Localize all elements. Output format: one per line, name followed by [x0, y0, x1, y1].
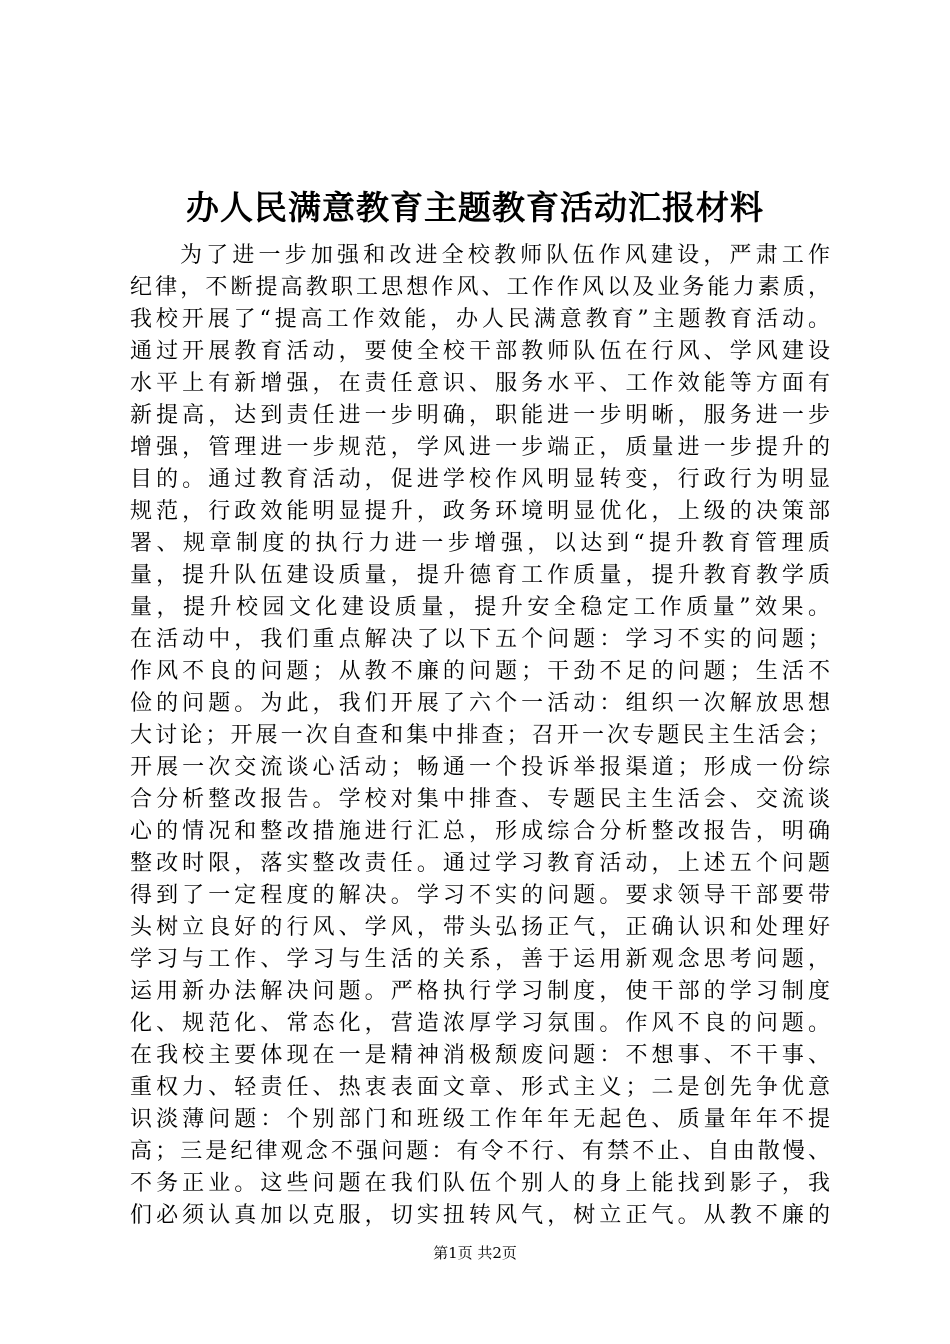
document-title: 办人民满意教育主题教育活动汇报材料: [186, 188, 764, 227]
body-line: 量，提升校园文化建设质量，提升安全稳定工作质量”效果。: [130, 595, 830, 620]
body-line: 们必须认真加以克服，切实扭转风气，树立正气。从教不廉的: [130, 1203, 830, 1228]
page-number: 第1页 共2页: [433, 1244, 517, 1262]
body-line: 在活动中，我们重点解决了以下五个问题：学习不实的问题；: [130, 627, 830, 652]
page-footer: [0, 1243, 950, 1263]
body-line: 量，提升队伍建设质量，提升德育工作质量，提升教育教学质: [130, 563, 830, 588]
body-line: 俭的问题。为此，我们开展了六个一活动：组织一次解放思想: [130, 691, 830, 716]
body-line: 我校开展了“提高工作效能，办人民满意教育”主题教育活动。: [130, 307, 830, 332]
body-line: 不务正业。这些问题在我们队伍个别人的身上能找到影子，我: [130, 1171, 830, 1196]
body-line: 识淡薄问题：个别部门和班级工作年年无起色、质量年年不提: [130, 1107, 830, 1132]
body-line: 合分析整改报告。学校对集中排查、专题民主生活会、交流谈: [130, 787, 830, 812]
body-line: 大讨论；开展一次自查和集中排查；召开一次专题民主生活会；: [130, 723, 830, 748]
body-line: 整改时限，落实整改责任。通过学习教育活动，上述五个问题: [130, 851, 830, 876]
body-line: 规范，行政效能明显提升，政务环境明显优化，上级的决策部: [130, 499, 830, 524]
body-line: 纪律，不断提高教职工思想作风、工作作风以及业务能力素质，: [130, 275, 830, 300]
body-line: 通过开展教育活动，要使全校干部教师队伍在行风、学风建设: [130, 339, 830, 364]
body-line: 高；三是纪律观念不强问题：有令不行、有禁不止、自由散慢、: [130, 1139, 830, 1164]
body-line: 作风不良的问题；从教不廉的问题；干劲不足的问题；生活不: [130, 659, 830, 684]
body-line: 心的情况和整改措施进行汇总，形成综合分析整改报告，明确: [130, 819, 830, 844]
body-line: 重权力、轻责任、热衷表面文章、形式主义；二是创先争优意: [130, 1075, 830, 1100]
body-line: 学习与工作、学习与生活的关系，善于运用新观念思考问题，: [130, 947, 830, 972]
body-line: 化、规范化、常态化，营造浓厚学习氛围。作风不良的问题。: [130, 1011, 830, 1036]
body-line: 头树立良好的行风、学风，带头弘扬正气，正确认识和处理好: [130, 915, 830, 940]
body-line: 署、规章制度的执行力进一步增强，以达到“提升教育管理质: [130, 531, 830, 556]
body-line: 为了进一步加强和改进全校教师队伍作风建设，严肃工作: [180, 243, 830, 268]
body-line: 得到了一定程度的解决。学习不实的问题。要求领导干部要带: [130, 883, 830, 908]
body-line: 运用新办法解决问题。严格执行学习制度，使干部的学习制度: [130, 979, 830, 1004]
body-line: 新提高，达到责任进一步明确，职能进一步明晰，服务进一步: [130, 403, 830, 428]
body-line: 在我校主要体现在一是精神消极颓废问题：不想事、不干事、: [130, 1043, 830, 1068]
body-line: 增强，管理进一步规范，学风进一步端正，质量进一步提升的: [130, 435, 830, 460]
document-body: [130, 240, 830, 1232]
body-line: 开展一次交流谈心活动；畅通一个投诉举报渠道；形成一份综: [130, 755, 830, 780]
body-line: 目的。通过教育活动，促进学校作风明显转变，行政行为明显: [130, 467, 830, 492]
body-line: 水平上有新增强，在责任意识、服务水平、工作效能等方面有: [130, 371, 830, 396]
